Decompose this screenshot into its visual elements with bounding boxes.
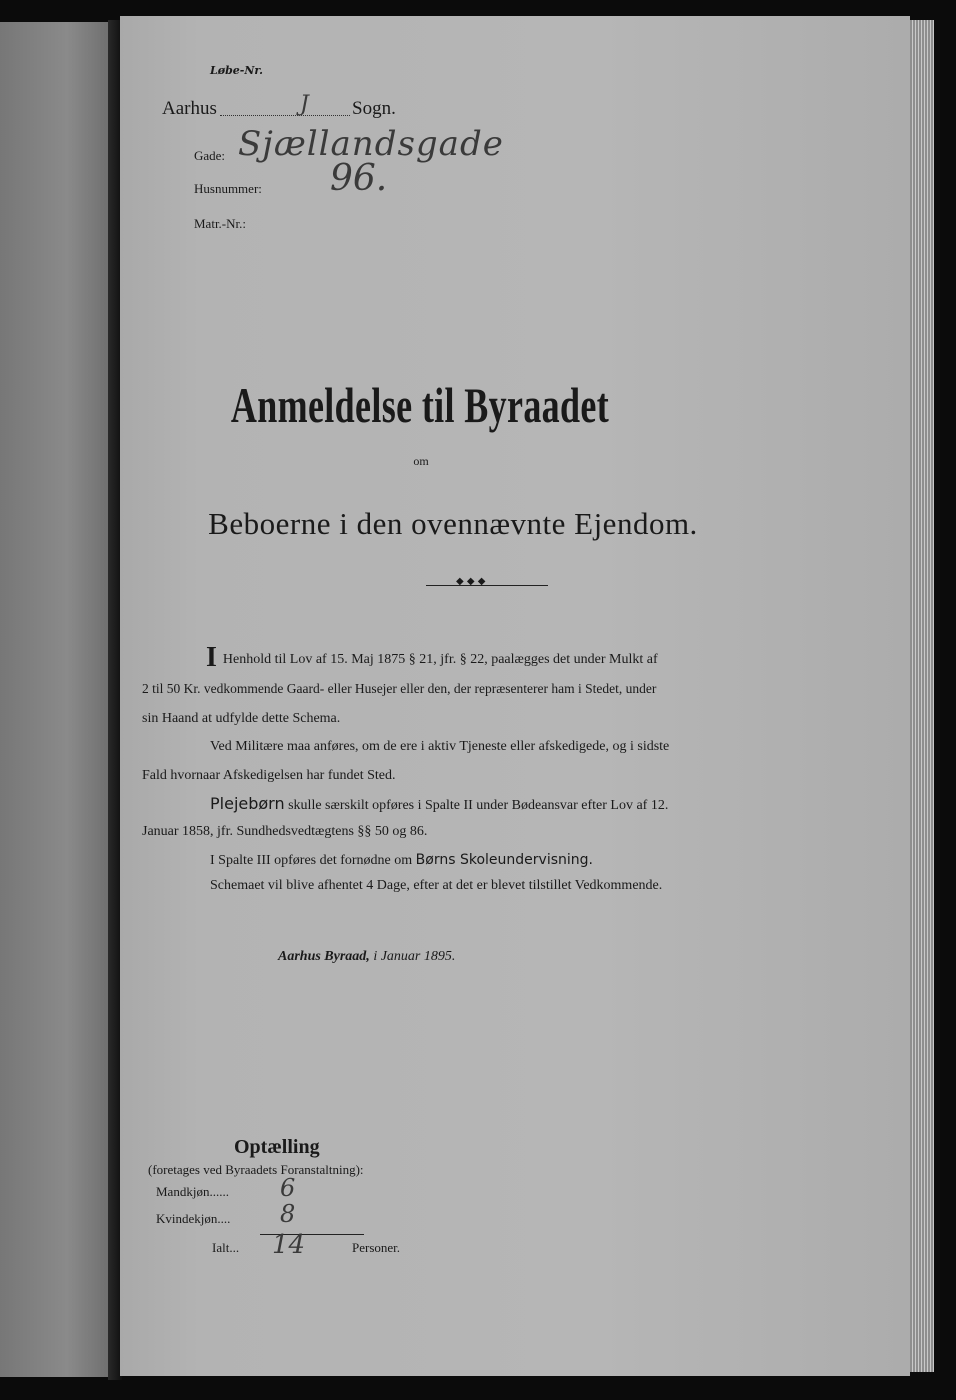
signature-place: Aarhus Byraad, — [278, 949, 370, 964]
count-heading: Optælling — [234, 1136, 320, 1158]
gade-value: Sjællandsgade — [238, 124, 504, 164]
page-stack-edges — [906, 20, 934, 1372]
paragraph-3-text: skulle særskilt opføres i Spalte II under Bødeansvar efter Lov af 12. — [288, 798, 669, 813]
left-page-edge — [0, 22, 112, 1377]
document-title: Anmeldelse til Byraadet — [230, 377, 610, 433]
paragraph-1-line-1 — [206, 642, 658, 674]
paragraph-1-text: Henhold til Lov af 15. Maj 1875 § 21, jfr. § 22, paalægges det under Mulkt af — [222, 652, 658, 667]
husnummer-value: 96. — [330, 158, 388, 199]
matr-nr-label: Matr.-Nr.: — [194, 216, 246, 231]
paragraph-5: Schemaet vil blive afhentet 4 Dage, efter at det er blevet tilstillet Vedkommende. — [210, 878, 663, 893]
skoleundervisning-emph: Børns Skoleundervisning. — [415, 852, 593, 868]
gade-label: Gade: — [194, 148, 226, 163]
kvindekjon-row — [156, 1211, 230, 1227]
paragraph-2-line-2: Fald hvornaar Afskedigelsen har fundet Sted. — [142, 768, 396, 783]
lobe-nr-label: Løbe-Nr. — [210, 64, 263, 77]
plejeborn-lead: Plejebørn — [210, 794, 285, 813]
signature-line — [278, 949, 455, 965]
om-word: om — [413, 454, 429, 468]
sogn-value: J — [300, 92, 309, 117]
paragraph-3-line-1 — [210, 794, 668, 814]
paragraph-4 — [210, 852, 593, 869]
kvindekjon-value: 8 — [280, 1200, 296, 1228]
paragraph-1-line-3: sin Haand at udfylde dette Schema. — [142, 711, 341, 726]
count-subheading: (foretages ved Byraadets Foranstaltning): — [148, 1162, 364, 1177]
aarhus-label: Aarhus — [162, 98, 217, 119]
signature-date: i Januar 1895. — [373, 949, 456, 964]
document-page — [120, 16, 910, 1376]
mandkjon-value: 6 — [280, 1174, 296, 1202]
mandkjon-label: Mandkjøn — [156, 1184, 210, 1199]
document-subtitle: Beboerne i den ovennævnte Ejendom. — [208, 506, 698, 541]
personer-label: Personer. — [352, 1240, 401, 1255]
mandkjon-dots: ...... — [209, 1184, 229, 1199]
kvindekjon-dots: .... — [217, 1211, 231, 1226]
husnummer-label: Husnummer: — [194, 181, 262, 196]
ialt-label: Ialt... — [212, 1240, 240, 1255]
ornament-diamonds: ◆ ◆ ◆ — [456, 576, 486, 587]
ornament-rule — [426, 585, 548, 586]
sogn-label: Sogn. — [352, 98, 396, 119]
ialt-value: 14 — [272, 1230, 306, 1260]
paragraph-2-line-1: Ved Militære maa anføres, om de ere i aktiv Tjeneste eller afskedigede, og i sidste — [210, 739, 670, 754]
drop-cap: I — [206, 642, 217, 673]
paragraph-4-text: I Spalte III opføres det fornødne om — [210, 853, 413, 868]
mandkjon-row — [156, 1184, 229, 1200]
sogn-field-line — [220, 115, 350, 116]
kvindekjon-label: Kvindekjøn — [156, 1211, 218, 1226]
paragraph-3-line-2: Januar 1858, jfr. Sundhedsvedtægtens §§ 50 og 86. — [142, 824, 428, 839]
paragraph-1-line-2: 2 til 50 Kr. vedkommende Gaard- eller Husejer eller den, der repræsenterer ham i Stedet, under — [142, 681, 657, 696]
